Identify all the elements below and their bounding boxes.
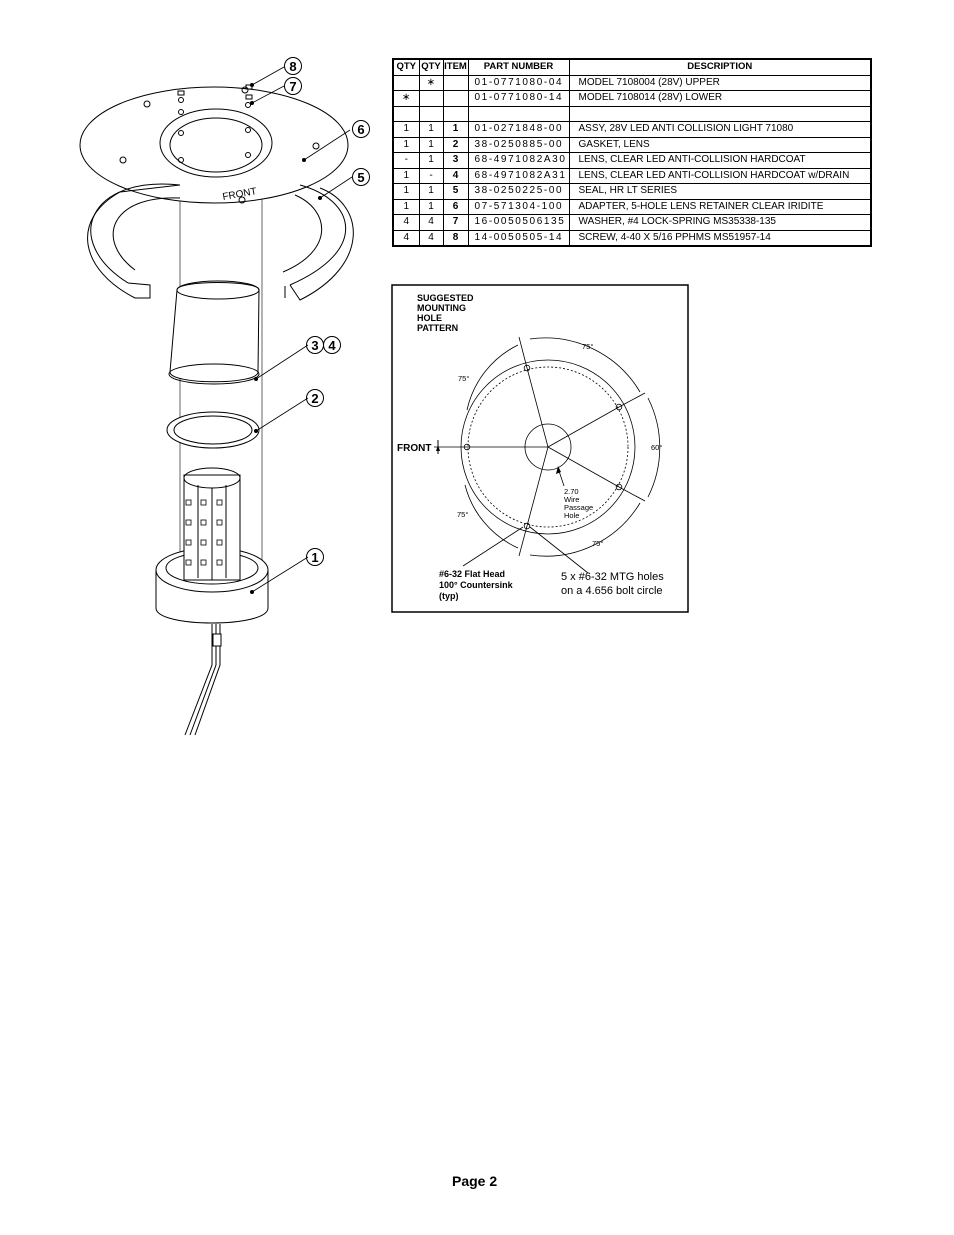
description-cell: LENS, CLEAR LED ANTI-COLLISION HARDCOAT — [569, 153, 871, 169]
table-row — [393, 137, 871, 153]
qty-cell — [419, 106, 443, 122]
table-row — [393, 122, 871, 138]
description-cell: MODEL 7108014 (28V) LOWER — [569, 91, 871, 107]
wire-hole-line-4: Hole — [564, 511, 580, 520]
callout-7: 7 — [289, 79, 297, 94]
qty-cell: 1 — [393, 184, 419, 200]
qty-cell: 1 — [393, 137, 419, 153]
angle-label-top-left: 75° — [458, 374, 470, 383]
qty-cell — [419, 91, 443, 107]
qty-cell: 4 — [419, 215, 443, 231]
part-number-cell: 68-4971082A31 — [468, 168, 569, 184]
pattern-title-line-2: MOUNTING — [417, 303, 466, 313]
mounting-pattern — [392, 285, 688, 612]
adapter-plate — [80, 87, 348, 203]
description-cell: WASHER, #4 LOCK-SPRING MS35338-135 — [569, 215, 871, 231]
item-cell: 7 — [443, 215, 468, 231]
description-cell: SEAL, HR LT SERIES — [569, 184, 871, 200]
angle-label-right: 60° — [651, 443, 663, 452]
table-row — [393, 153, 871, 169]
gasket — [167, 412, 259, 448]
table-row — [393, 199, 871, 215]
callout-1: 1 — [311, 550, 319, 565]
qty-cell: 1 — [419, 153, 443, 169]
mtg-holes-line-1: 5 x #6-32 MTG holes — [561, 571, 664, 583]
callout-5: 5 — [357, 170, 365, 185]
callout-4: 4 — [328, 338, 336, 353]
table-row — [393, 230, 871, 246]
col-header-item: ITEM — [443, 59, 468, 75]
item-cell: 2 — [443, 137, 468, 153]
qty-cell: 1 — [419, 184, 443, 200]
table-row — [393, 91, 871, 107]
qty-cell — [393, 106, 419, 122]
description-cell: ASSY, 28V LED ANTI COLLISION LIGHT 71080 — [569, 122, 871, 138]
item-cell: 8 — [443, 230, 468, 246]
part-number-cell: 38-0250225-00 — [468, 184, 569, 200]
angle-label-bottom-right: 75° — [592, 539, 604, 548]
table-row — [393, 168, 871, 184]
countersink-line-1: #6-32 Flat Head — [439, 569, 506, 579]
qty-cell: 1 — [393, 168, 419, 184]
callout-6: 6 — [357, 122, 365, 137]
angle-label-bottom-left: 75° — [457, 510, 469, 519]
item-cell: 1 — [443, 122, 468, 138]
col-header-description: DESCRIPTION — [569, 59, 871, 75]
qty-cell: 1 — [393, 122, 419, 138]
col-header-qty-upper: QTY — [419, 59, 443, 75]
table-header-row — [393, 59, 871, 75]
table-row — [393, 215, 871, 231]
description-cell: LENS, CLEAR LED ANTI-COLLISION HARDCOAT w/DRAIN — [569, 168, 871, 184]
table-row — [393, 184, 871, 200]
countersink-line-2: 100° Countersink — [439, 580, 513, 590]
qty-cell: 4 — [393, 215, 419, 231]
callout-2: 2 — [311, 391, 319, 406]
pattern-title-line-4: PATTERN — [417, 323, 459, 333]
table-row — [393, 106, 871, 122]
callout-8: 8 — [289, 59, 297, 74]
countersink-line-3: (typ) — [439, 591, 459, 601]
description-cell — [569, 106, 871, 122]
part-number-cell: 01-0271848-00 — [468, 122, 569, 138]
pattern-front-label: FRONT — [397, 443, 432, 454]
description-cell: SCREW, 4-40 X 5/16 PPHMS MS51957-14 — [569, 230, 871, 246]
qty-cell: - — [393, 153, 419, 169]
part-number-cell: 68-4971082A30 — [468, 153, 569, 169]
wire-hole-line-1: 2.70 — [564, 487, 579, 496]
qty-cell — [393, 75, 419, 91]
mtg-holes-line-2: on a 4.656 bolt circle — [561, 585, 663, 597]
description-cell: ADAPTER, 5-HOLE LENS RETAINER CLEAR IRIDITE — [569, 199, 871, 215]
plate-front-label: FRONT — [221, 186, 258, 204]
qty-cell: ∗ — [393, 91, 419, 107]
part-number-cell — [468, 106, 569, 122]
item-cell — [443, 75, 468, 91]
qty-cell: 1 — [419, 199, 443, 215]
part-number-cell: 07-571304-100 — [468, 199, 569, 215]
part-number-cell: 01-0771080-04 — [468, 75, 569, 91]
qty-cell: 1 — [419, 122, 443, 138]
item-cell: 3 — [443, 153, 468, 169]
pattern-title-line-1: SUGGESTED — [417, 293, 474, 303]
parts-list-table — [392, 58, 872, 247]
exploded-view — [80, 58, 370, 736]
description-cell: MODEL 7108004 (28V) UPPER — [569, 75, 871, 91]
description-cell: GASKET, LENS — [569, 137, 871, 153]
qty-cell: 4 — [393, 230, 419, 246]
table-row — [393, 75, 871, 91]
part-number-cell: 38-0250885-00 — [468, 137, 569, 153]
qty-cell: ∗ — [419, 75, 443, 91]
item-cell: 6 — [443, 199, 468, 215]
page-number: Page 2 — [452, 1173, 498, 1189]
item-cell — [443, 106, 468, 122]
pattern-title-line-3: HOLE — [417, 313, 443, 323]
part-number-cell: 01-0771080-14 — [468, 91, 569, 107]
led-assembly — [156, 468, 268, 735]
callout-3: 3 — [311, 338, 319, 353]
qty-cell: 1 — [393, 199, 419, 215]
lens — [169, 281, 259, 384]
col-header-part-number: PART NUMBER — [468, 59, 569, 75]
qty-cell: 4 — [419, 230, 443, 246]
wire-hole-line-3: Passage — [564, 503, 594, 512]
qty-cell: - — [419, 168, 443, 184]
wire-hole-line-2: Wire — [564, 495, 580, 504]
item-cell: 4 — [443, 168, 468, 184]
part-number-cell: 16-0050506135 — [468, 215, 569, 231]
col-header-qty-lower: QTY — [393, 59, 419, 75]
item-cell: 5 — [443, 184, 468, 200]
angle-label-top-right: 75° — [582, 342, 594, 351]
qty-cell: 1 — [419, 137, 443, 153]
item-cell — [443, 91, 468, 107]
part-number-cell: 14-0050505-14 — [468, 230, 569, 246]
